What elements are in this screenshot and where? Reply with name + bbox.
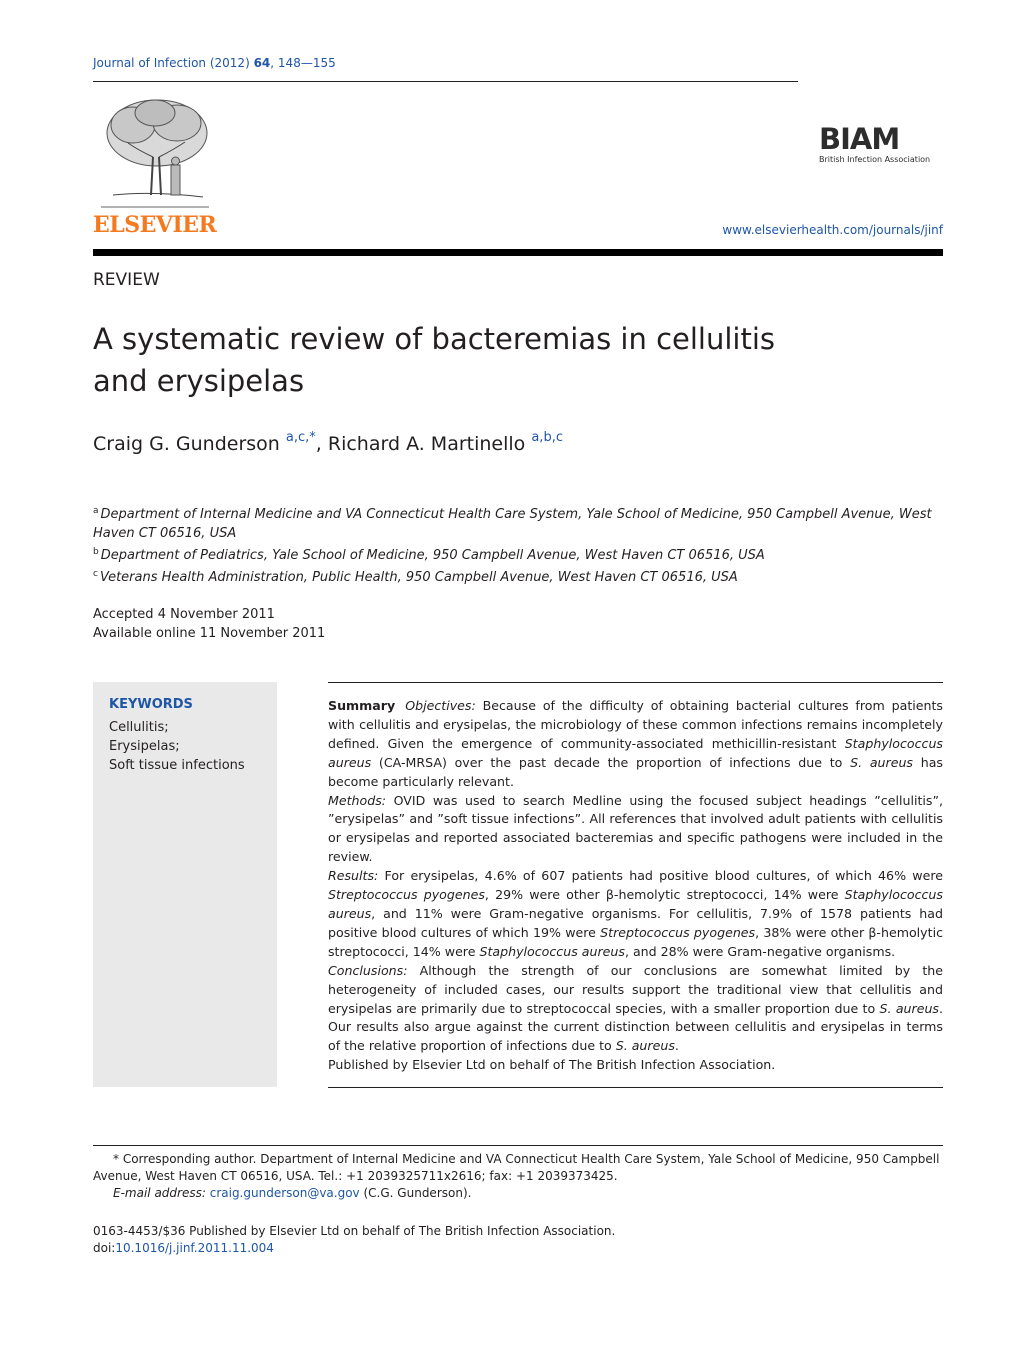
accepted-date: Accepted 4 November 2011 bbox=[93, 607, 275, 622]
footnote-mark: * bbox=[113, 1152, 119, 1166]
author-name: Craig G. Gunderson bbox=[93, 433, 280, 455]
corresponding-author-note bbox=[93, 1151, 943, 1202]
copyright-block bbox=[93, 1223, 615, 1257]
author-list: Craig G. Gunderson $^{a,c,*}$, Richard A. Martinello $^{a,b,c}$ bbox=[93, 430, 563, 455]
keyword-item: Cellulitis; bbox=[109, 720, 169, 735]
footnote-text: Corresponding author. Department of Internal Medicine and VA Connecticut Health Care System, Yale School of Medicine, 950 Campbell Avenue, West Haven CT 06516, USA. Tel.: +1 2039325711x2616; fax: +1 2039373425. bbox=[93, 1152, 940, 1183]
abstract-results: Results: For erysipelas, 4.6% of 607 patients had positive blood cultures, of which 46% were Streptococcus pyogenes, 29% were other β-hemolytic streptococci, 14% were Staphylococcus aureus, and 11% were Gram-negative organisms. For cellulitis, 7.9% of 1578 patients had positive blood cultures of which 19% were Streptococcus pyogenes, 38% were other β-hemolytic streptococci, 14% were Staphylococcus aureus, and 28% were Gram-negative organisms. bbox=[328, 868, 943, 959]
journal-url-link[interactable]: www.elsevierhealth.com/journals/jinf bbox=[722, 223, 943, 237]
section-label: REVIEW bbox=[93, 270, 160, 290]
email-owner: (C.G. Gunderson). bbox=[363, 1186, 472, 1200]
affiliation-item: $^b$ Department of Pediatrics, Yale School of Medicine, 950 Campbell Avenue, West Haven CT 06516, USA bbox=[93, 547, 765, 563]
email-link[interactable]: craig.gunderson@va.gov bbox=[209, 1186, 360, 1200]
author-marks[interactable]: a,b,c bbox=[531, 430, 563, 445]
issn-line: 0163-4453/$36 Published by Elsevier Ltd on behalf of The British Infection Association. bbox=[93, 1224, 616, 1238]
summary-label: Summary bbox=[328, 698, 396, 713]
author-name: Richard A. Martinello bbox=[327, 433, 526, 455]
affiliation-item: $^a$ Department of Internal Medicine and VA Connecticut Health Care System, Yale School of Medicine, 950 Campbell Avenue, West Haven CT 06516, USA bbox=[93, 506, 932, 541]
title-line-2: and erysipelas bbox=[93, 364, 305, 398]
affiliation-item: $^c$ Veterans Health Administration, Public Health, 950 Campbell Avenue, West Haven CT 06516, USA bbox=[93, 569, 738, 585]
journal-citation[interactable]: Journal of Infection (2012) 64, 148—155 bbox=[93, 56, 336, 70]
journal-name[interactable]: Journal of Infection (2012) bbox=[93, 56, 250, 70]
doi-line bbox=[93, 1240, 615, 1257]
keyword-item: Erysipelas; bbox=[109, 739, 180, 754]
abstract-top-rule bbox=[328, 682, 943, 683]
abstract-objectives: Summary Objectives: Because of the difficulty of obtaining bacterial cultures from patients with cellulitis and erysipelas, the microbiology of these common infections remains incompletely defined. Given the emergence of community-associated methicillin-resistant Staphylococcus aureus (CA-MRSA) over the past decade the proportion of infections due to S. aureus has become particularly relevant. bbox=[328, 698, 943, 789]
journal-pages[interactable]: 148—155 bbox=[277, 56, 336, 70]
header-rule bbox=[93, 81, 798, 82]
abstract bbox=[328, 697, 943, 1075]
elsevier-tree-logo-icon bbox=[93, 95, 217, 210]
affiliations bbox=[93, 502, 943, 587]
biam-logo-letters: BIAM bbox=[819, 122, 900, 156]
keywords-list bbox=[109, 718, 245, 775]
email-label: E-mail address: bbox=[113, 1186, 206, 1200]
doi-link[interactable]: 10.1016/j.jinf.2011.11.004 bbox=[115, 1241, 274, 1255]
doi-label: doi: bbox=[93, 1241, 116, 1255]
title-line-1: A systematic review of bacteremias in cellulitis bbox=[93, 322, 776, 356]
article-title bbox=[93, 318, 943, 402]
abstract-methods: Methods: OVID was used to search Medline using the focused subject headings ”cellulitis”, ”erysipelas” and ”soft tissue infections”. All references that involved adult patients with cellulitis or erysipelas and reported associated bacteremias and specific pathogens were included in the review. bbox=[328, 792, 943, 865]
abstract-conclusions: Conclusions: Although the strength of our conclusions are somewhat limited by the heterogeneity of included cases, our results support the traditional view that cellulitis and erysipelas are primarily due to streptococcal species, with a smaller proportion due to S. aureus. Our results also argue against the current distinction between cellulitis and erysipelas in terms of the relative proportion of infections due to S. aureus. bbox=[328, 962, 943, 1054]
abstract-publisher-note: Published by Elsevier Ltd on behalf of The British Infection Association. bbox=[328, 1057, 776, 1073]
footnote-rule bbox=[93, 1145, 943, 1146]
journal-volume[interactable]: 64 bbox=[253, 56, 271, 70]
article-dates bbox=[93, 605, 325, 643]
biam-logo bbox=[819, 124, 943, 164]
author-marks[interactable]: a,c,* bbox=[285, 430, 316, 445]
abstract-bottom-rule bbox=[328, 1087, 943, 1088]
available-date: Available online 11 November 2011 bbox=[93, 626, 326, 641]
elsevier-wordmark: ELSEVIER bbox=[93, 212, 217, 238]
biam-logo-subtitle: British Infection Association bbox=[819, 155, 931, 164]
keyword-item: Soft tissue infections bbox=[109, 758, 245, 773]
thick-divider bbox=[93, 249, 943, 256]
keywords-heading: KEYWORDS bbox=[109, 697, 193, 712]
